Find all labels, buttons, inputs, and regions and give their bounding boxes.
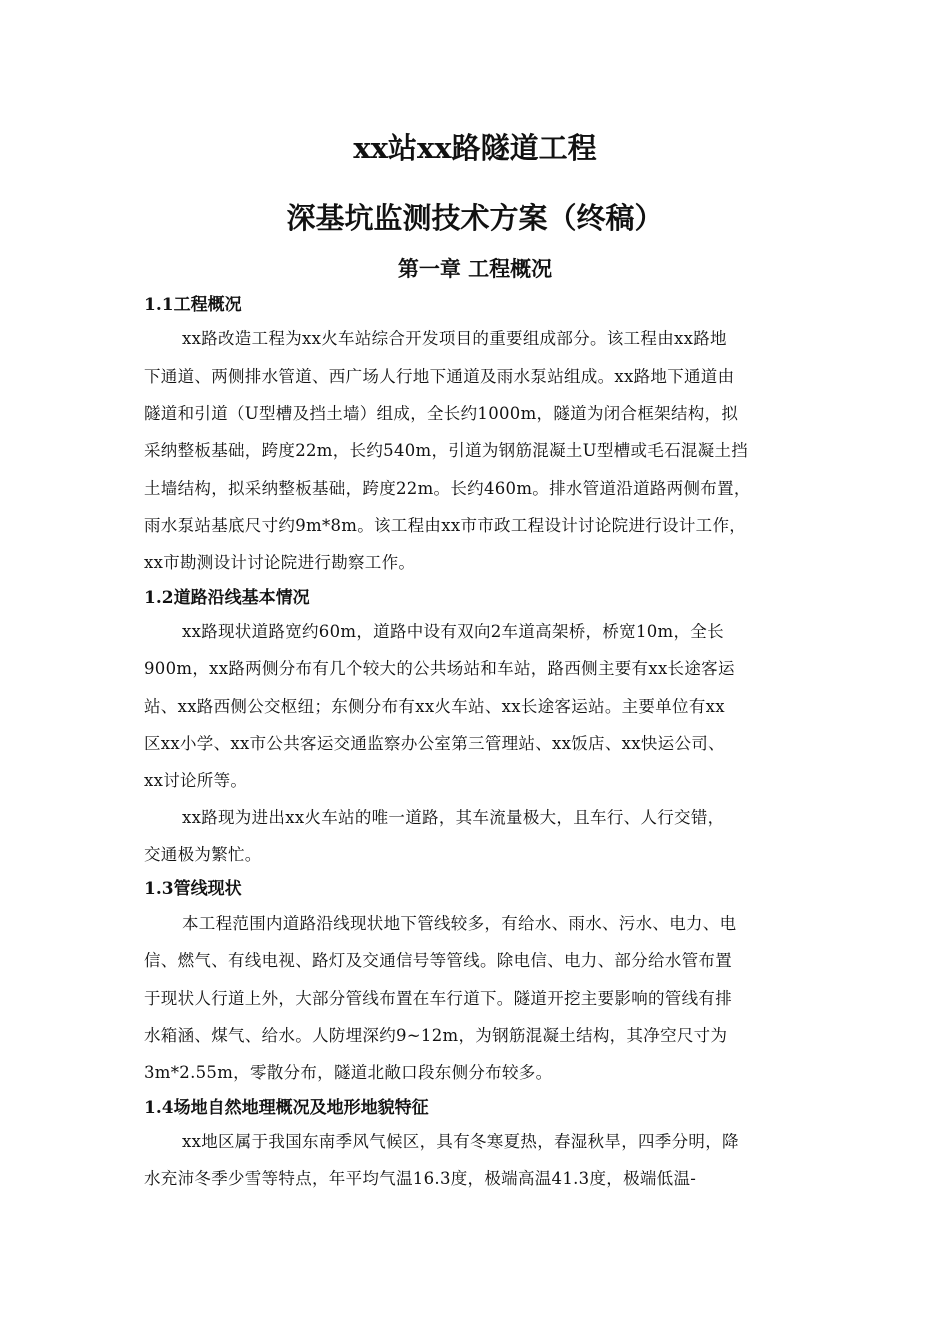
paragraph-line: xx路改造工程为xx火车站综合开发项目的重要组成部分。该工程由xx路地 <box>182 329 727 348</box>
paragraph-line: 区xx小学、xx市公共客运交通监察办公室第三管理站、xx饭店、xx快运公司、 <box>144 734 725 753</box>
paragraph-line: 雨水泵站基底尺寸约9m*8m。该工程由xx市市政工程设计讨论院进行设计工作， <box>144 516 747 535</box>
paragraph-line: 站、xx路西侧公交枢纽；东侧分布有xx火车站、xx长途客运站。主要单位有xx <box>144 697 725 716</box>
paragraph-line: 信、燃气、有线电视、路灯及交通信号等管线。除电信、电力、部分给水管布置 <box>144 951 732 970</box>
paragraph-line: 下通道、两侧排水管道、西广场人行地下通道及雨水泵站组成。xx路地下通道由 <box>144 367 735 386</box>
paragraph-line: xx路现状道路宽约60m，道路中设有双向2车道高架桥，桥宽10m，全长 <box>182 622 724 641</box>
document-title: xx站xx路隧道工程 <box>353 131 597 165</box>
section-heading-1-3: 1.3管线现状 <box>144 879 242 899</box>
paragraph-line: 水充沛冬季少雪等特点，年平均气温16.3度，极端高温41.3度，极端低温- <box>144 1169 697 1188</box>
paragraph-line: 900m，xx路两侧分布有几个较大的公共场站和车站，路西侧主要有xx长途客运 <box>144 659 735 678</box>
paragraph-line: 交通极为繁忙。 <box>144 845 262 864</box>
paragraph-line: 于现状人行道上外，大部分管线布置在车行道下。隧道开挖主要影响的管线有排 <box>144 989 732 1008</box>
paragraph-line: xx路现为进出xx火车站的唯一道路，其车流量极大，且车行、人行交错， <box>182 808 725 827</box>
paragraph-line: xx讨论所等。 <box>144 771 248 790</box>
paragraph-line: 水箱涵、煤气、给水。人防埋深约9~12m，为钢筋混凝土结构，其净空尺寸为 <box>144 1026 728 1045</box>
section-heading-1-4: 1.4场地自然地理概况及地形地貌特征 <box>144 1098 429 1118</box>
paragraph-line: xx地区属于我国东南季风气候区，具有冬寒夏热，春湿秋旱，四季分明，降 <box>182 1132 739 1151</box>
paragraph-line: 3m*2.55m，零散分布，隧道北敞口段东侧分布较多。 <box>144 1063 553 1082</box>
paragraph-line: 土墙结构，拟采纳整板基础，跨度22m。长约460m。排水管道沿道路两侧布置， <box>144 479 751 498</box>
paragraph-line: 本工程范围内道路沿线现状地下管线较多，有给水、雨水、污水、电力、电 <box>182 914 737 933</box>
document-subtitle: 深基坑监测技术方案（终稿） <box>286 201 664 235</box>
paragraph-line: 隧道和引道（U型槽及挡土墙）组成，全长约1000m，隧道为闭合框架结构，拟 <box>144 404 739 423</box>
paragraph-line: 采纳整板基础，跨度22m，长约540m，引道为钢筋混凝土U型槽或毛石混凝土挡 <box>144 441 749 460</box>
chapter-heading: 第一章 工程概况 <box>397 256 553 281</box>
section-heading-1-2: 1.2道路沿线基本情况 <box>144 588 310 608</box>
section-heading-1-1: 1.1工程概况 <box>144 295 242 315</box>
paragraph-line: xx市勘测设计讨论院进行勘察工作。 <box>144 553 416 572</box>
